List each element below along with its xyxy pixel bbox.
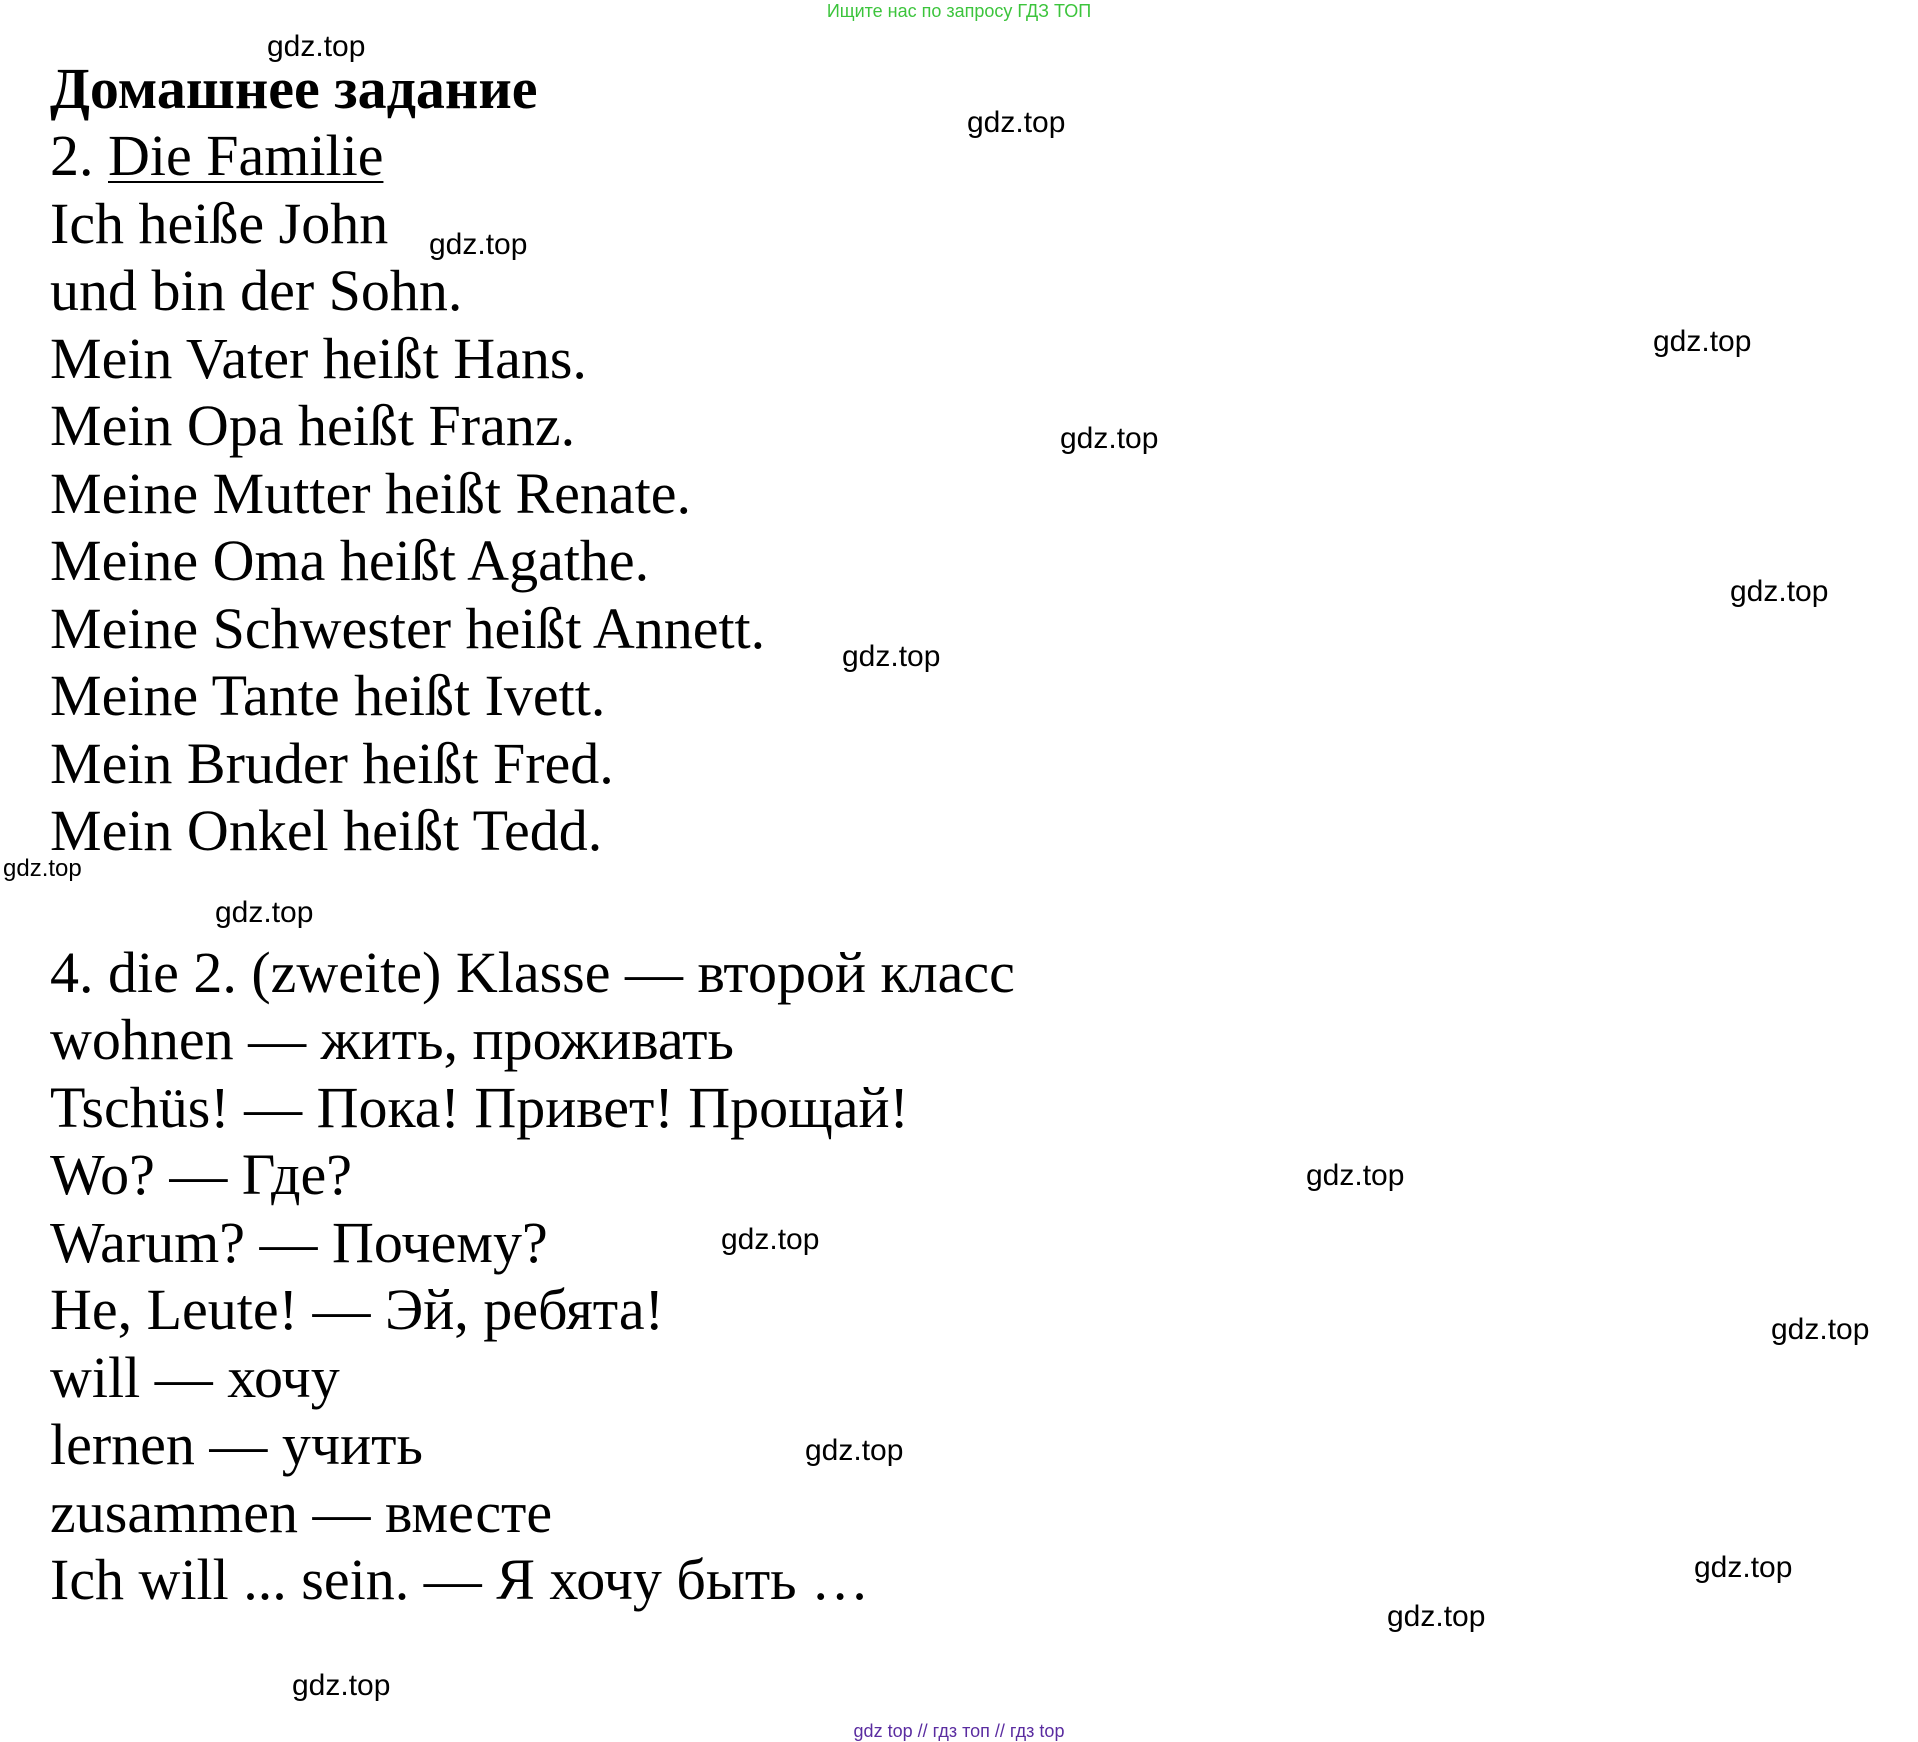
section-2-line: Meine Mutter heißt Renate.: [50, 460, 692, 526]
section-4-line: Tschüs! — Пока! Привет! Прощай!: [50, 1074, 909, 1140]
watermark: gdz.top: [3, 855, 82, 882]
section-2-line: Mein Vater heißt Hans.: [50, 325, 587, 391]
section-4-line: will — хочу: [50, 1344, 340, 1410]
watermark: gdz.top: [842, 640, 941, 673]
section-2-line: Mein Opa heißt Franz.: [50, 393, 576, 458]
section-4-line: Wo? — Где?: [50, 1142, 353, 1207]
section-2-line: Mein Onkel heißt Tedd.: [50, 798, 603, 863]
watermark: gdz.top: [967, 106, 1066, 139]
section-4-line: He, Leute! — Эй, ребята!: [50, 1277, 664, 1342]
watermark: gdz.top: [805, 1434, 904, 1467]
page-heading: Домашнее задание: [50, 56, 538, 121]
top-banner: Ищите нас по запросу ГДЗ ТОП: [826, 1, 1092, 21]
watermark: gdz.top: [267, 30, 366, 63]
section-2-line: und bin der Sohn.: [50, 258, 463, 323]
section-2-line: Meine Schwester heißt Annett.: [50, 595, 766, 661]
watermark: gdz.top: [1060, 422, 1159, 455]
watermark: gdz.top: [1306, 1159, 1405, 1192]
section-gap: [50, 865, 1015, 939]
watermark: gdz.top: [721, 1223, 820, 1256]
watermark: gdz.top: [1653, 325, 1752, 358]
section-4-line: wohnen — жить, проживать: [50, 1007, 734, 1072]
section-4-line: Warum? — Почему?: [50, 1209, 548, 1275]
watermark: gdz.top: [292, 1669, 391, 1702]
watermark: gdz.top: [429, 228, 528, 261]
watermark: gdz.top: [1387, 1600, 1486, 1633]
watermark: gdz.top: [1730, 575, 1829, 608]
section-2-line: Meine Tante heißt Ivett.: [50, 663, 606, 728]
section-2-line: Meine Oma heißt Agathe.: [50, 528, 650, 593]
section-4-line: zusammen — вместе: [50, 1479, 553, 1545]
section-2-line: Ich heiße John: [50, 190, 389, 256]
watermark: gdz.top: [1694, 1551, 1793, 1584]
section-2-number: 2.: [50, 123, 94, 188]
homework-content: [50, 56, 1015, 1614]
section-4-line: Ich will ... sein. — Я хочу быть …: [50, 1547, 870, 1612]
section-4-line: lernen — учить: [50, 1412, 423, 1477]
footer-links: gdz top // гдз топ // гдз top: [853, 1721, 1065, 1741]
section-2-title: Die Familie: [108, 123, 384, 188]
watermark: gdz.top: [1771, 1313, 1870, 1346]
section-2-title-line: [50, 122, 1015, 190]
section-4-line: 4. die 2. (zweite) Klasse — второй класс: [50, 939, 1015, 1005]
watermark: gdz.top: [215, 896, 314, 929]
section-2-line: Mein Bruder heißt Fred.: [50, 730, 614, 796]
